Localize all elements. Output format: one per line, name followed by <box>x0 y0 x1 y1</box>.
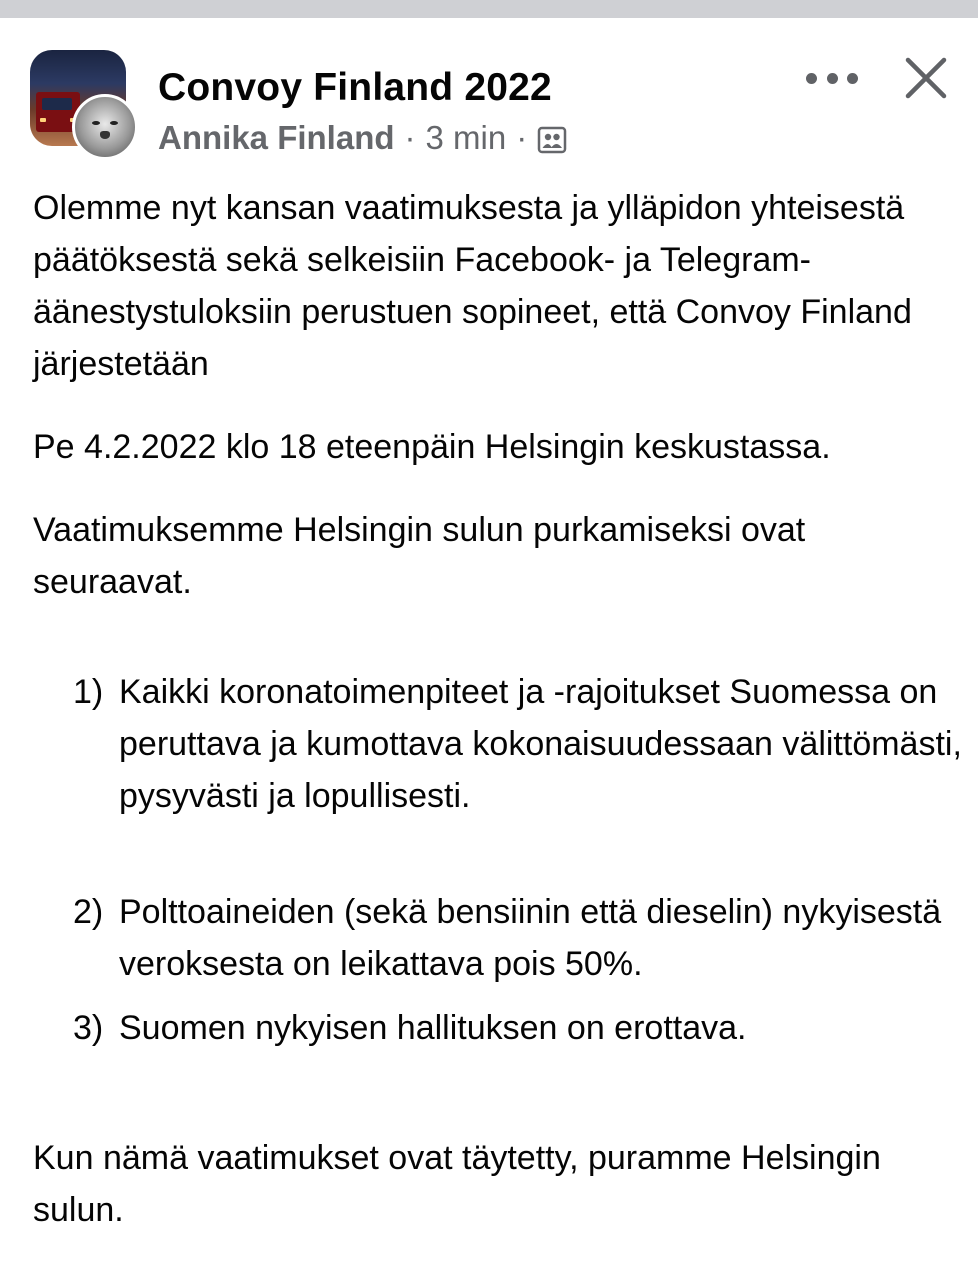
list-item <box>73 1002 978 1054</box>
list-text: Kaikki koronatoimenpiteet ja -rajoitukset Suomessa on peruttava ja kumottava kokonaisuudessaan välittömästi, pysyvästi ja lopullisesti. <box>119 673 962 815</box>
post-paragraph: Kun nämä vaatimukset ovat täytetty, puramme Helsingin sulun. <box>33 1139 881 1229</box>
top-status-strip <box>0 0 978 18</box>
post-paragraph: Vaatimuksemme Helsingin sulun purkamiseksi ovat seuraavat. <box>33 511 806 601</box>
list-number: 3) <box>73 1009 104 1047</box>
post-paragraph: Pe 4.2.2022 klo 18 eteenpäin Helsingin keskustassa. <box>33 428 831 466</box>
more-options-icon[interactable] <box>806 60 858 96</box>
post-header <box>0 40 978 170</box>
list-text: Suomen nykyisen hallituksen on erottava. <box>119 1009 747 1047</box>
close-icon[interactable] <box>902 54 950 102</box>
meta-separator: · <box>516 119 528 156</box>
post-paragraph: Olemme nyt kansan vaatimuksesta ja ylläpidon yhteisestä päätöksestä sekä selkeisiin Facebook- ja Telegram-äänestystuloksiin perustuen sopineet, että Convoy Finland järjestetään <box>33 189 912 383</box>
group-name[interactable]: Convoy Finland 2022 <box>158 66 552 109</box>
list-item <box>73 886 978 990</box>
avatar-group[interactable] <box>30 50 140 160</box>
author-avatar[interactable] <box>72 94 138 160</box>
list-number: 1) <box>73 673 104 711</box>
list-item <box>73 666 978 822</box>
list-text: Polttoaineiden (sekä bensiinin että dieselin) nykyisestä veroksesta on leikattava pois 50%. <box>119 893 942 983</box>
meta-separator: · <box>404 119 416 156</box>
post-meta <box>158 119 567 157</box>
list-number: 2) <box>73 893 104 931</box>
author-name[interactable]: Annika Finland <box>158 119 395 156</box>
group-members-icon <box>537 124 567 152</box>
post-time[interactable]: 3 min <box>425 119 507 156</box>
